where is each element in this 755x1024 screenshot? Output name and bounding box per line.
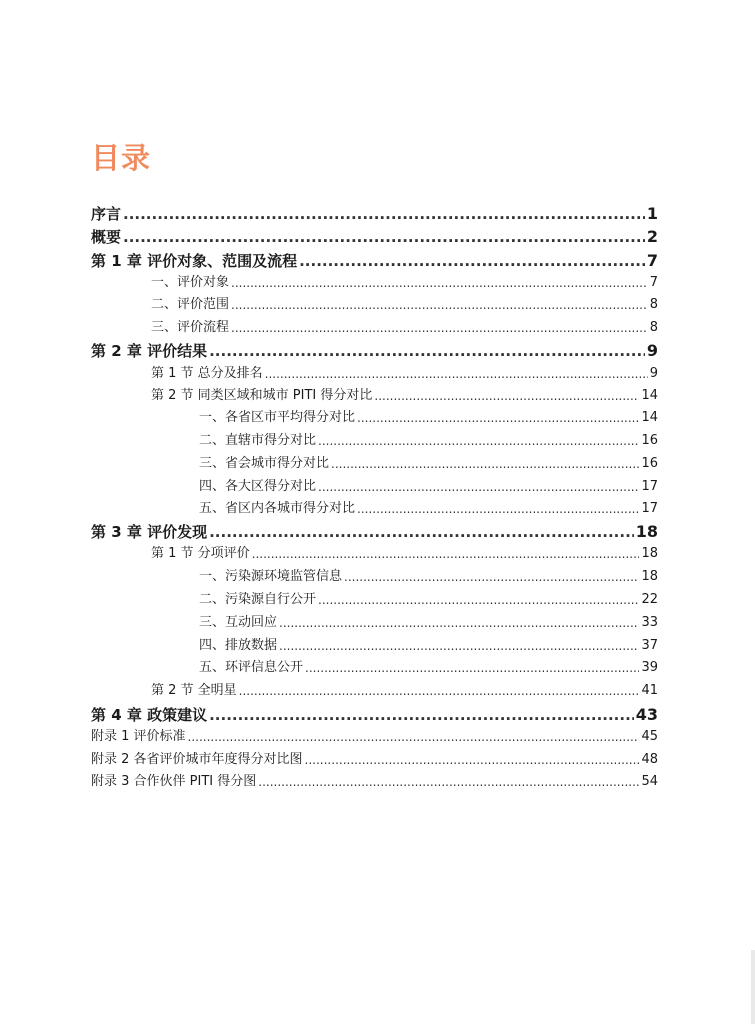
toc-entry-page: 39: [641, 660, 658, 675]
toc-entry[interactable]: [91, 704, 658, 726]
toc-entry[interactable]: [199, 431, 658, 451]
toc-leader-dots: [305, 658, 639, 678]
toc-entry[interactable]: [151, 273, 658, 293]
toc-entry[interactable]: [199, 454, 658, 474]
toc-entry[interactable]: [91, 727, 658, 747]
toc-entry[interactable]: [199, 636, 658, 656]
toc-leader-dots: [299, 250, 645, 272]
toc-entry-label: 五、省区内各城市得分对比: [199, 501, 356, 516]
toc-leader-dots: [305, 750, 640, 770]
toc-entry[interactable]: [151, 386, 658, 406]
toc-entry-label: 概要: [91, 228, 122, 246]
toc-entry-page: 33: [641, 615, 658, 630]
toc-entry[interactable]: [199, 408, 658, 428]
toc-leader-dots: [318, 431, 639, 451]
toc-entry-label: 四、各大区得分对比: [199, 479, 317, 494]
toc-entry-label: 序言: [91, 205, 122, 223]
toc-entry-label: 第 1 节 分项评价: [151, 546, 250, 561]
toc-leader-dots: [331, 454, 639, 474]
toc-leader-dots: [279, 636, 639, 656]
toc-leader-dots: [209, 704, 634, 726]
toc-entry-page: 14: [641, 410, 658, 425]
toc-entry-page: 8: [649, 297, 658, 312]
toc-entry[interactable]: [91, 521, 658, 543]
toc-leader-dots: [374, 386, 639, 406]
toc-entry-label: 三、互动回应: [199, 615, 278, 630]
toc-leader-dots: [258, 772, 639, 792]
toc-entry-label: 第 1 节 总分及排名: [151, 366, 263, 381]
toc-entry-page: 9: [649, 366, 658, 381]
toc-leader-dots: [239, 681, 640, 701]
toc-entry-label: 三、评价流程: [151, 320, 230, 335]
toc-entry[interactable]: [151, 681, 658, 701]
toc-leader-dots: [123, 203, 645, 225]
toc-entry-label: 五、环评信息公开: [199, 660, 304, 675]
toc-entry-page: 17: [641, 479, 658, 494]
toc-entry[interactable]: [151, 318, 658, 338]
toc-entry-page: 17: [641, 501, 658, 516]
toc-entry-page: 8: [649, 320, 658, 335]
toc-leader-dots: [318, 477, 639, 497]
toc-entry-page: 45: [641, 729, 658, 744]
toc-entry-page: 37: [641, 638, 658, 653]
toc-entry-label: 一、各省区市平均得分对比: [199, 410, 356, 425]
toc-entry[interactable]: [199, 567, 658, 587]
toc-entry[interactable]: [199, 613, 658, 633]
toc-entry[interactable]: [199, 477, 658, 497]
toc-entry[interactable]: [91, 772, 658, 792]
toc-entry-label: 一、评价对象: [151, 275, 230, 290]
toc-entry-page: 18: [641, 546, 658, 561]
toc-leader-dots: [231, 273, 648, 293]
toc-entry-page: 9: [646, 341, 658, 360]
toc-leader-dots: [357, 499, 639, 519]
toc-entry-page: 14: [641, 388, 658, 403]
toc-entry-label: 第 2 节 同类区域和城市 PITI 得分对比: [151, 388, 373, 403]
toc-entry-label: 第 1 章 评价对象、范围及流程: [91, 252, 298, 270]
toc-entry[interactable]: [91, 226, 658, 248]
toc-entry-label: 第 4 章 政策建议: [91, 706, 208, 724]
page-edge-shadow: [751, 950, 755, 1024]
toc-entry-page: 54: [641, 774, 658, 789]
toc-entry[interactable]: [151, 544, 658, 564]
toc-entry-label: 二、评价范围: [151, 297, 230, 312]
toc-leader-dots: [357, 408, 639, 428]
toc-entry[interactable]: [199, 590, 658, 610]
toc-entry-page: 16: [641, 433, 658, 448]
toc-entry-label: 附录 3 合作伙伴 PITI 得分图: [91, 774, 257, 789]
toc-entry[interactable]: [91, 203, 658, 225]
toc-entry-page: 48: [641, 752, 658, 767]
toc-leader-dots: [231, 318, 648, 338]
toc-entry-label: 第 2 节 全明星: [151, 683, 237, 698]
toc-leader-dots: [252, 544, 640, 564]
toc-entry[interactable]: [91, 750, 658, 770]
toc-entry-page: 7: [646, 251, 658, 270]
toc-entry[interactable]: [199, 499, 658, 519]
toc-entry-page: 1: [646, 204, 658, 223]
toc-entry[interactable]: [91, 250, 658, 272]
toc-leader-dots: [209, 521, 634, 543]
page-title: 目录: [91, 141, 152, 175]
toc-leader-dots: [318, 590, 639, 610]
toc-leader-dots: [123, 226, 645, 248]
toc-entry-page: 22: [641, 592, 658, 607]
toc-entry[interactable]: [91, 340, 658, 362]
toc-entry-page: 18: [641, 569, 658, 584]
toc-leader-dots: [344, 567, 639, 587]
toc-entry-label: 三、省会城市得分对比: [199, 456, 330, 471]
toc-leader-dots: [209, 340, 645, 362]
toc-entry-label: 附录 1 评价标准: [91, 729, 186, 744]
toc-entry-label: 一、污染源环境监管信息: [199, 569, 343, 584]
toc-entry-label: 四、排放数据: [199, 638, 278, 653]
toc-entry-page: 7: [649, 275, 658, 290]
toc-leader-dots: [188, 727, 640, 747]
toc-entry-page: 43: [635, 705, 658, 724]
toc-entry[interactable]: [151, 364, 658, 384]
toc-entry-label: 第 2 章 评价结果: [91, 342, 208, 360]
toc-entry[interactable]: [151, 295, 658, 315]
toc-entry-label: 二、直辖市得分对比: [199, 433, 317, 448]
toc-entry[interactable]: [199, 658, 658, 678]
toc-entry-page: 2: [646, 227, 658, 246]
toc-entry-page: 41: [641, 683, 658, 698]
toc-entry-page: 16: [641, 456, 658, 471]
toc-entry-label: 第 3 章 评价发现: [91, 523, 208, 541]
toc-entry-label: 二、污染源自行公开: [199, 592, 317, 607]
toc-leader-dots: [279, 613, 639, 633]
toc-leader-dots: [231, 295, 648, 315]
toc-entry-label: 附录 2 各省评价城市年度得分对比图: [91, 752, 303, 767]
toc-entry-page: 18: [635, 522, 658, 541]
toc-leader-dots: [265, 364, 648, 384]
